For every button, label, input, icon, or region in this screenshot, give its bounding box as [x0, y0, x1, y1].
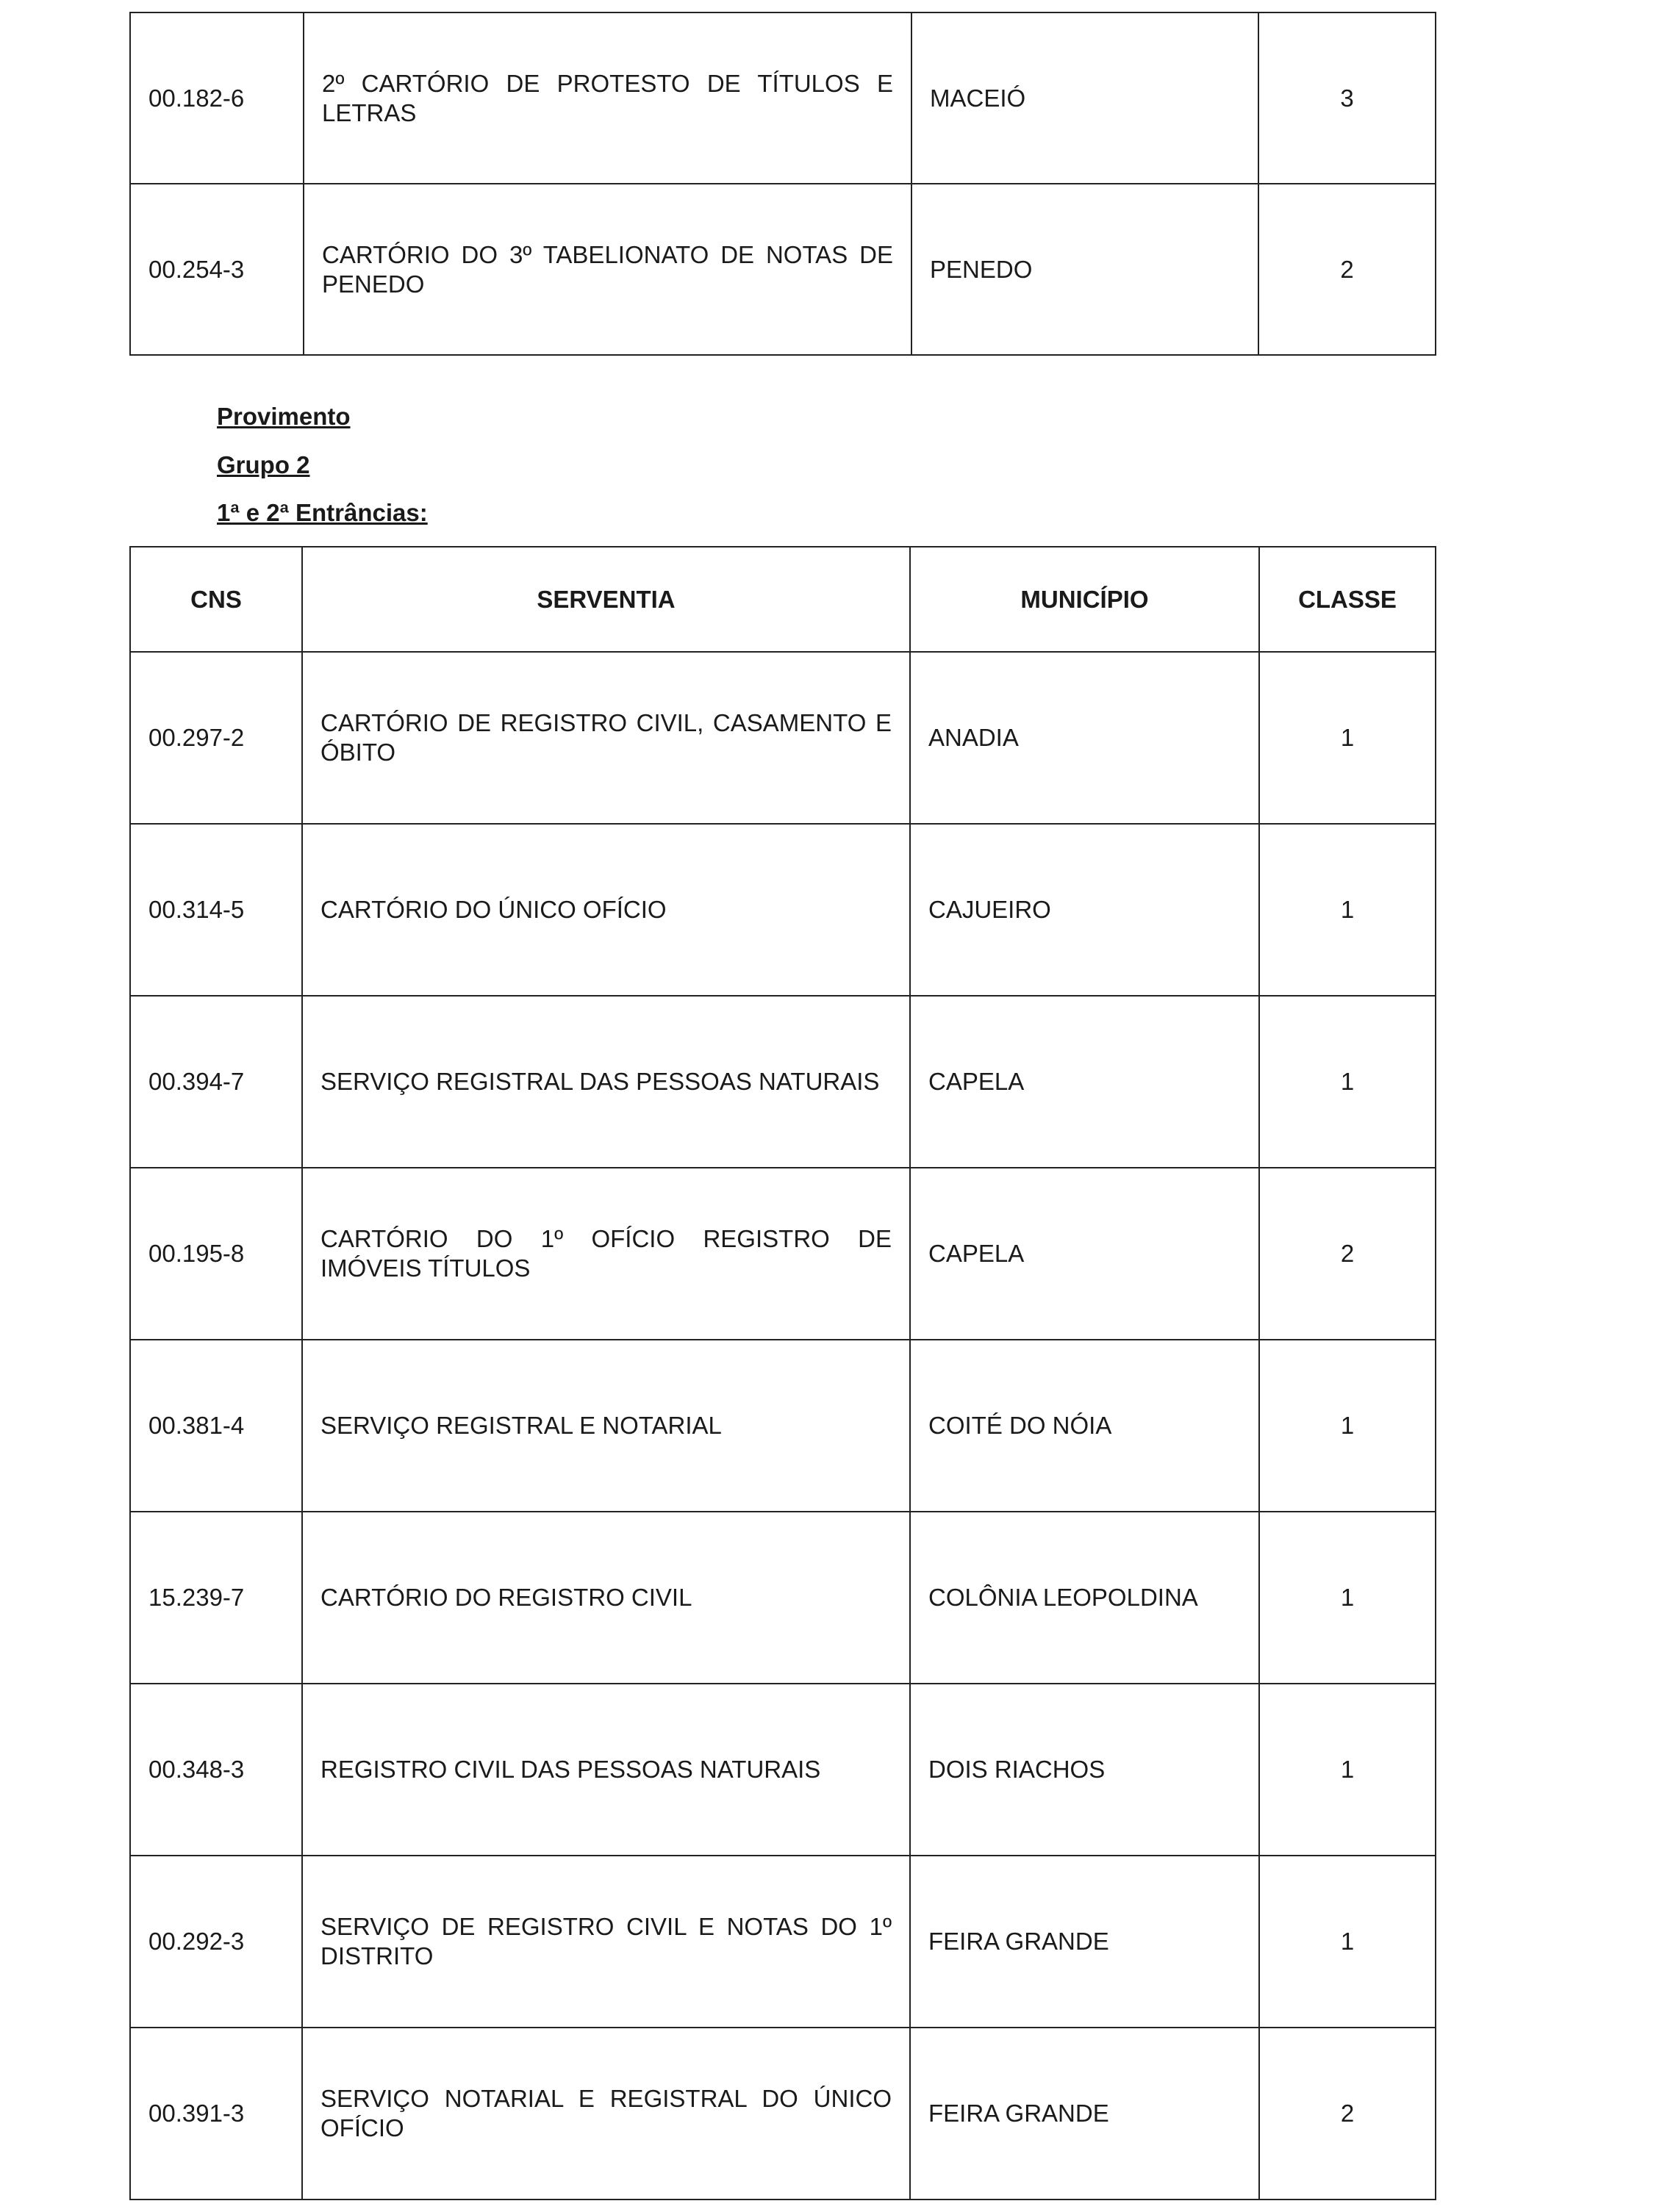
municipio-cell: ANADIA [910, 652, 1259, 824]
serventia-cell: REGISTRO CIVIL DAS PESSOAS NATURAIS [302, 1684, 910, 1856]
entrancias-heading: 1ª e 2ª Entrâncias: [217, 499, 428, 526]
cns-cell: 00.394-7 [130, 996, 302, 1168]
table-header-row [130, 547, 1436, 652]
table-row [130, 1512, 1436, 1684]
cns-cell: 00.314-5 [130, 824, 302, 996]
table-row [130, 1168, 1436, 1340]
municipio-cell: PENEDO [911, 184, 1258, 355]
municipio-cell: MACEIÓ [911, 12, 1258, 184]
serventia-cell: SERVIÇO REGISTRAL DAS PESSOAS NATURAIS [302, 996, 910, 1168]
classe-cell: 1 [1259, 652, 1436, 824]
cns-cell: 00.254-3 [130, 184, 304, 355]
classe-cell: 2 [1259, 1168, 1436, 1340]
header-municipio: MUNICÍPIO [910, 547, 1259, 652]
classe-cell: 2 [1258, 184, 1436, 355]
top-table [129, 12, 1436, 356]
municipio-cell: COLÔNIA LEOPOLDINA [910, 1512, 1259, 1684]
cns-cell: 00.297-2 [130, 652, 302, 824]
classe-cell: 1 [1259, 1340, 1436, 1512]
table-row [130, 184, 1436, 355]
serventia-cell: SERVIÇO NOTARIAL E REGISTRAL DO ÚNICO OFÍCIO [302, 2028, 910, 2200]
municipio-cell: FEIRA GRANDE [910, 2028, 1259, 2200]
municipio-cell: CAPELA [910, 1168, 1259, 1340]
classe-cell: 1 [1259, 996, 1436, 1168]
serventia-cell: CARTÓRIO DE REGISTRO CIVIL, CASAMENTO E ÓBITO [302, 652, 910, 824]
serventia-cell: CARTÓRIO DO ÚNICO OFÍCIO [302, 824, 910, 996]
cns-cell: 15.239-7 [130, 1512, 302, 1684]
cns-cell: 00.292-3 [130, 1856, 302, 2028]
section-title: Provimento [217, 403, 351, 430]
main-table [129, 546, 1436, 2200]
group-heading: Grupo 2 [217, 451, 310, 478]
table-row [130, 996, 1436, 1168]
cns-cell: 00.195-8 [130, 1168, 302, 1340]
classe-cell: 1 [1259, 1512, 1436, 1684]
header-serventia: SERVENTIA [302, 547, 910, 652]
table-row [130, 2028, 1436, 2200]
table-row [130, 1340, 1436, 1512]
municipio-cell: CAJUEIRO [910, 824, 1259, 996]
classe-cell: 2 [1259, 2028, 1436, 2200]
table-row [130, 824, 1436, 996]
header-classe: CLASSE [1259, 547, 1436, 652]
header-cns: CNS [130, 547, 302, 652]
cns-cell: 00.348-3 [130, 1684, 302, 1856]
table-row [130, 12, 1436, 184]
serventia-cell: 2º CARTÓRIO DE PROTESTO DE TÍTULOS E LETRAS [304, 12, 911, 184]
serventia-cell: CARTÓRIO DO REGISTRO CIVIL [302, 1512, 910, 1684]
classe-cell: 3 [1258, 12, 1436, 184]
classe-cell: 1 [1259, 824, 1436, 996]
table-row [130, 652, 1436, 824]
table-row [130, 1856, 1436, 2028]
cns-cell: 00.381-4 [130, 1340, 302, 1512]
municipio-cell: FEIRA GRANDE [910, 1856, 1259, 2028]
municipio-cell: DOIS RIACHOS [910, 1684, 1259, 1856]
serventia-cell: SERVIÇO DE REGISTRO CIVIL E NOTAS DO 1º DISTRITO [302, 1856, 910, 2028]
serventia-cell: SERVIÇO REGISTRAL E NOTARIAL [302, 1340, 910, 1512]
cns-cell: 00.391-3 [130, 2028, 302, 2200]
serventia-cell: CARTÓRIO DO 1º OFÍCIO REGISTRO DE IMÓVEIS TÍTULOS [302, 1168, 910, 1340]
serventia-cell: CARTÓRIO DO 3º TABELIONATO DE NOTAS DE PENEDO [304, 184, 911, 355]
cns-cell: 00.182-6 [130, 12, 304, 184]
table-row [130, 1684, 1436, 1856]
municipio-cell: CAPELA [910, 996, 1259, 1168]
classe-cell: 1 [1259, 1856, 1436, 2028]
municipio-cell: COITÉ DO NÓIA [910, 1340, 1259, 1512]
classe-cell: 1 [1259, 1684, 1436, 1856]
